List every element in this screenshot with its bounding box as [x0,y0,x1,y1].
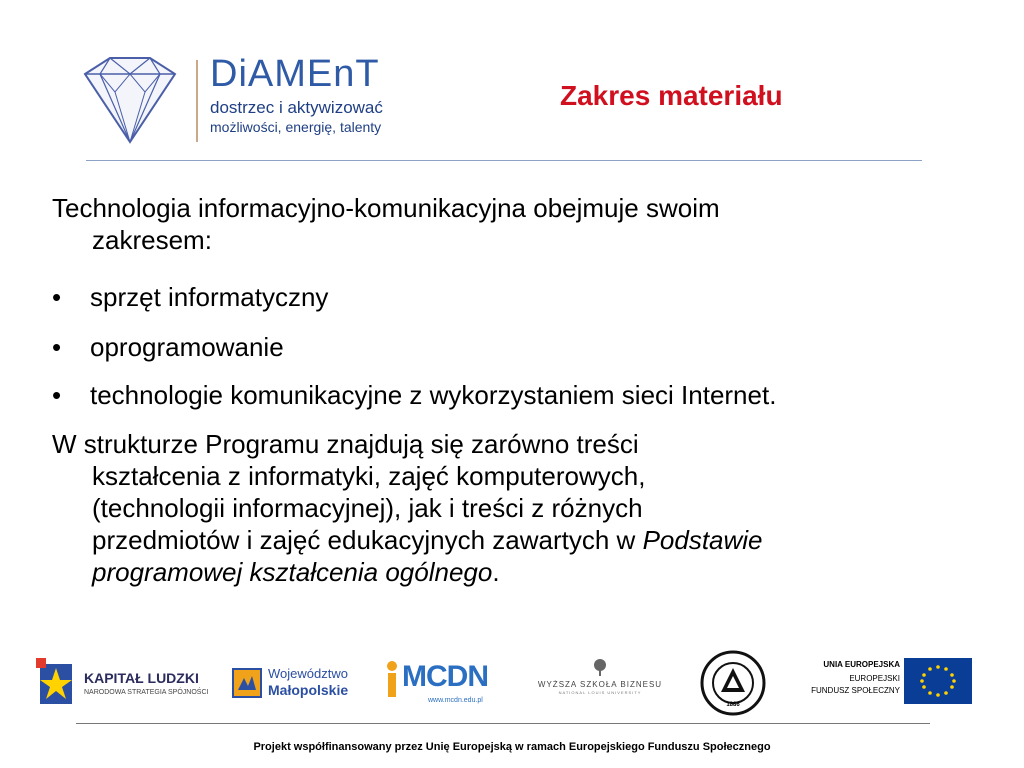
period: . [492,557,500,587]
bullet-item [52,379,776,411]
wojewodztwo-crest-icon [232,668,262,698]
program-line-4-text: przedmiotów i zajęć edukacyjnych zawartych w [92,525,643,555]
mcdn-logo [382,656,492,711]
bullet-icon: • [52,332,62,362]
program-line-3: (technologii informacyjnej), jak i treści z różnych [92,493,643,523]
header-divider [86,160,922,161]
mcdn-name: MCDN [402,660,488,693]
program-line-5 [52,556,1002,588]
nlu-seal-logo [700,650,766,716]
slide-title: Zakres materiału [560,80,783,111]
wsb-logo [535,658,665,708]
wsb-subtitle: NATIONAL LOUIS UNIVERSITY [558,690,642,695]
eu-line1: UNIA EUROPEJSKA [823,660,900,669]
logo-name: DiAMEnT [210,53,380,95]
kapital-ludzki-subtitle: NARODOWA STRATEGIA SPÓJNOŚCI [84,689,209,696]
funding-note: Projekt współfinansowany przez Unię Europejską w ramach Europejskiego Funduszu Społecznego [253,741,771,753]
program-line-4 [52,524,1002,556]
kapital-ludzki-star-icon [34,656,78,711]
eu-flag-icon [904,658,972,704]
bullet-item [52,281,328,313]
program-paragraph [52,428,1002,588]
bullet-text: oprogramowanie [90,332,284,362]
bullet-icon: • [52,282,62,312]
eu-line3: FUNDUSZ SPOŁECZNY [811,686,900,695]
footer-divider [76,723,930,724]
podstawie-italic: Podstawie [642,525,763,555]
intro-line-1: Technologia informacyjno-komunikacyjna obejmuje swoim [52,193,720,223]
logo-tagline: dostrzec i aktywizować [210,98,383,117]
program-line-1: W strukturze Programu znajdują się zarówno treści [52,429,639,459]
bullet-icon: • [52,380,62,410]
mcdn-url: www.mcdn.edu.pl [428,697,483,704]
wojewodztwo-line1: Województwo [268,666,348,681]
eu-logo [780,656,980,711]
podstawa-title-italic: programowej kształcenia ogólnego [92,557,493,587]
bullet-text: technologie komunikacyjne z wykorzystaniem sieci Internet. [90,380,777,410]
tree-icon [592,658,608,676]
wsb-name: WYŻSZA SZKOŁA BIZNESU [537,680,663,689]
wojewodztwo-logo [232,662,362,707]
wojewodztwo-line2: Małopolskie [268,682,349,698]
nlu-year: 1886 [726,702,740,708]
diamond-logo-icon [70,52,190,152]
bullet-text: sprzęt informatyczny [90,282,329,312]
program-line-2: kształcenia z informatyki, zajęć komputerowych, [92,461,646,491]
kapital-ludzki-title: KAPITAŁ LUDZKI [84,670,199,686]
logo-tagline-2: możliwości, energię, talenty [210,119,382,135]
logo-divider [196,60,198,142]
eu-line2: EUROPEJSKI [849,674,900,683]
intro-paragraph [52,192,1002,256]
bullet-item [52,331,284,363]
mcdn-figure-icon [382,660,402,700]
kapital-ludzki-logo [34,656,224,711]
intro-line-2: zakresem: [92,225,212,255]
sponsor-logos [30,648,990,718]
